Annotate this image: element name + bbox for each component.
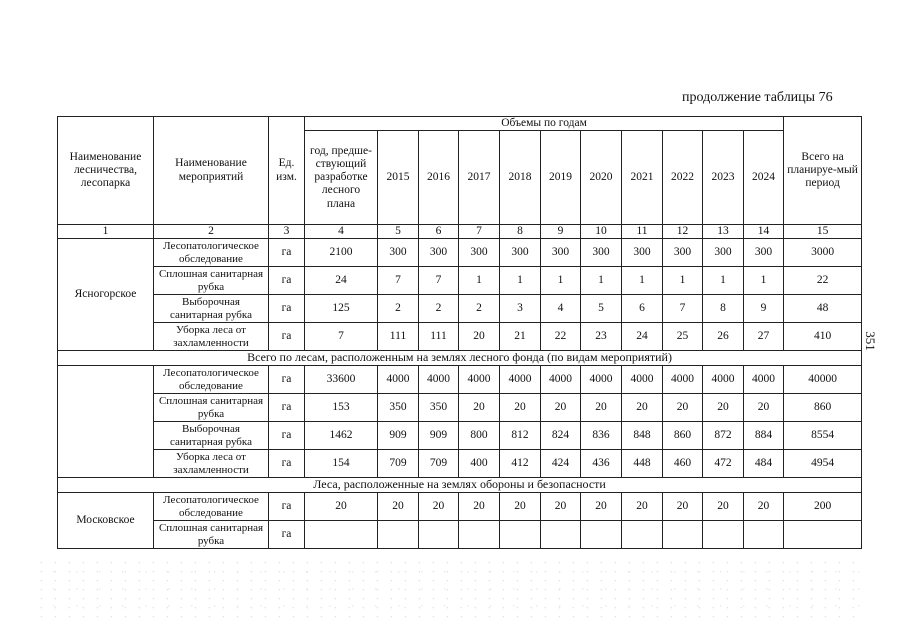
year-value: 7	[378, 267, 419, 295]
year-value: 484	[744, 450, 784, 478]
prev-year-value: 125	[305, 295, 378, 323]
year-value	[459, 521, 500, 549]
table-row	[58, 422, 862, 450]
activity-name: Лесопатологическое обследование	[154, 493, 269, 521]
year-value: 1	[500, 267, 541, 295]
year-value: 20	[744, 493, 784, 521]
year-value: 5	[581, 295, 622, 323]
total-value: 860	[784, 394, 862, 422]
column-number: 13	[703, 225, 744, 239]
year-value: 20	[419, 493, 459, 521]
header-year: 2022	[663, 131, 703, 225]
year-value: 20	[703, 493, 744, 521]
column-number: 11	[622, 225, 663, 239]
year-value: 27	[744, 323, 784, 351]
header-year: 2024	[744, 131, 784, 225]
year-value	[419, 521, 459, 549]
year-value: 436	[581, 450, 622, 478]
header-volumes: Объемы по годам	[305, 117, 784, 131]
year-value: 21	[500, 323, 541, 351]
section-title: Всего по лесам, расположенным на землях лесного фонда (по видам мероприятий)	[58, 351, 862, 366]
year-value: 4000	[703, 366, 744, 394]
year-value: 824	[541, 422, 581, 450]
year-value: 111	[378, 323, 419, 351]
forestry-name: Ясногорское	[58, 239, 154, 351]
year-value	[703, 521, 744, 549]
year-value: 350	[419, 394, 459, 422]
unit-cell: га	[269, 323, 305, 351]
year-value: 7	[419, 267, 459, 295]
year-value: 7	[663, 295, 703, 323]
unit-cell: га	[269, 450, 305, 478]
year-value: 4000	[541, 366, 581, 394]
year-value: 20	[703, 394, 744, 422]
table-row	[58, 366, 862, 394]
year-value: 20	[541, 394, 581, 422]
prev-year-value: 2100	[305, 239, 378, 267]
year-value	[581, 521, 622, 549]
year-value: 300	[703, 239, 744, 267]
year-value: 20	[541, 493, 581, 521]
table-row	[58, 394, 862, 422]
year-value: 4000	[622, 366, 663, 394]
header-year: 2019	[541, 131, 581, 225]
column-number: 4	[305, 225, 378, 239]
prev-year-value: 153	[305, 394, 378, 422]
prev-year-value: 24	[305, 267, 378, 295]
table-row	[58, 450, 862, 478]
year-value	[541, 521, 581, 549]
year-value: 300	[459, 239, 500, 267]
table-row	[58, 239, 862, 267]
activity-name: Сплошная санитарная рубка	[154, 521, 269, 549]
year-value: 22	[541, 323, 581, 351]
header-year: 2017	[459, 131, 500, 225]
table-row	[58, 493, 862, 521]
year-value: 20	[744, 394, 784, 422]
year-value: 6	[622, 295, 663, 323]
year-value: 20	[663, 394, 703, 422]
column-number: 14	[744, 225, 784, 239]
table-caption: продолжение таблицы 76	[682, 90, 833, 105]
unit-cell: га	[269, 493, 305, 521]
activity-name: Сплошная санитарная рубка	[154, 267, 269, 295]
year-value: 1	[622, 267, 663, 295]
year-value: 4000	[744, 366, 784, 394]
year-value: 4000	[378, 366, 419, 394]
year-value: 709	[378, 450, 419, 478]
year-value	[663, 521, 703, 549]
year-value: 412	[500, 450, 541, 478]
year-value: 20	[581, 394, 622, 422]
header-year: 2015	[378, 131, 419, 225]
year-value: 24	[622, 323, 663, 351]
total-value: 40000	[784, 366, 862, 394]
year-value: 2	[378, 295, 419, 323]
year-value: 9	[744, 295, 784, 323]
year-value: 20	[500, 493, 541, 521]
year-value: 20	[459, 323, 500, 351]
year-value: 20	[459, 394, 500, 422]
header-prev-year: год, предше-ствующий разработке лесного плана	[305, 131, 378, 225]
column-number: 5	[378, 225, 419, 239]
data-table	[57, 116, 862, 549]
unit-cell: га	[269, 295, 305, 323]
year-value: 709	[419, 450, 459, 478]
section-row	[58, 478, 862, 493]
year-value: 1	[581, 267, 622, 295]
year-value: 300	[419, 239, 459, 267]
year-value: 1	[703, 267, 744, 295]
year-value: 4000	[419, 366, 459, 394]
year-value: 20	[500, 394, 541, 422]
header-total: Всего на планируе-мый период	[784, 117, 862, 225]
header-forestry: Наименование лесничества, лесопарка	[58, 117, 154, 225]
year-value: 460	[663, 450, 703, 478]
activity-name: Уборка леса от захламленности	[154, 323, 269, 351]
section-title: Леса, расположенные на землях обороны и безопасности	[58, 478, 862, 493]
column-number: 7	[459, 225, 500, 239]
activity-name: Лесопатологическое обследование	[154, 366, 269, 394]
header-year: 2021	[622, 131, 663, 225]
year-value: 812	[500, 422, 541, 450]
year-value	[378, 521, 419, 549]
column-number: 6	[419, 225, 459, 239]
table-row	[58, 323, 862, 351]
year-value: 860	[663, 422, 703, 450]
year-value: 20	[378, 493, 419, 521]
unit-cell: га	[269, 521, 305, 549]
prev-year-value: 7	[305, 323, 378, 351]
year-value: 350	[378, 394, 419, 422]
year-value: 472	[703, 450, 744, 478]
column-number: 2	[154, 225, 269, 239]
section-row	[58, 351, 862, 366]
year-value: 872	[703, 422, 744, 450]
unit-cell: га	[269, 366, 305, 394]
year-value: 1	[541, 267, 581, 295]
column-number: 8	[500, 225, 541, 239]
year-value: 111	[419, 323, 459, 351]
year-value: 4	[541, 295, 581, 323]
year-value: 300	[541, 239, 581, 267]
year-value: 20	[459, 493, 500, 521]
year-value: 4000	[500, 366, 541, 394]
column-number: 3	[269, 225, 305, 239]
page-number: 351	[862, 331, 878, 351]
prev-year-value: 154	[305, 450, 378, 478]
total-value: 410	[784, 323, 862, 351]
year-value: 3	[500, 295, 541, 323]
year-value: 4000	[581, 366, 622, 394]
table-row	[58, 521, 862, 549]
year-value: 300	[500, 239, 541, 267]
year-value: 836	[581, 422, 622, 450]
activity-name: Уборка леса от захламленности	[154, 450, 269, 478]
header-activity: Наименование мероприятий	[154, 117, 269, 225]
year-value: 1	[744, 267, 784, 295]
year-value	[622, 521, 663, 549]
year-value: 20	[622, 394, 663, 422]
year-value: 8	[703, 295, 744, 323]
year-value: 1	[663, 267, 703, 295]
activity-name: Выборочная санитарная рубка	[154, 295, 269, 323]
year-value: 20	[622, 493, 663, 521]
prev-year-value: 1462	[305, 422, 378, 450]
year-value: 300	[378, 239, 419, 267]
unit-cell: га	[269, 422, 305, 450]
total-value: 200	[784, 493, 862, 521]
year-value: 2	[459, 295, 500, 323]
year-value: 1	[459, 267, 500, 295]
year-value: 400	[459, 450, 500, 478]
prev-year-value	[305, 521, 378, 549]
forestry-name	[58, 366, 154, 478]
table-row	[58, 267, 862, 295]
year-value: 884	[744, 422, 784, 450]
header-year: 2023	[703, 131, 744, 225]
year-value: 20	[581, 493, 622, 521]
year-value: 300	[581, 239, 622, 267]
column-number: 12	[663, 225, 703, 239]
year-value	[744, 521, 784, 549]
year-value: 20	[663, 493, 703, 521]
column-number: 15	[784, 225, 862, 239]
unit-cell: га	[269, 394, 305, 422]
year-value: 909	[419, 422, 459, 450]
year-value: 300	[663, 239, 703, 267]
year-value: 800	[459, 422, 500, 450]
year-value: 424	[541, 450, 581, 478]
year-value: 4000	[459, 366, 500, 394]
year-value: 848	[622, 422, 663, 450]
total-value: 48	[784, 295, 862, 323]
year-value: 448	[622, 450, 663, 478]
header-year: 2018	[500, 131, 541, 225]
column-number: 10	[581, 225, 622, 239]
total-value: 4954	[784, 450, 862, 478]
activity-name: Выборочная санитарная рубка	[154, 422, 269, 450]
forestry-name: Московское	[58, 493, 154, 549]
activity-name: Лесопатологическое обследование	[154, 239, 269, 267]
year-value: 909	[378, 422, 419, 450]
table-row	[58, 295, 862, 323]
year-value: 300	[622, 239, 663, 267]
header-year: 2016	[419, 131, 459, 225]
header-unit: Ед. изм.	[269, 117, 305, 225]
year-value: 23	[581, 323, 622, 351]
year-value: 25	[663, 323, 703, 351]
year-value	[500, 521, 541, 549]
column-number: 1	[58, 225, 154, 239]
total-value: 22	[784, 267, 862, 295]
scan-noise	[40, 560, 860, 620]
column-number: 9	[541, 225, 581, 239]
header-year: 2020	[581, 131, 622, 225]
unit-cell: га	[269, 239, 305, 267]
prev-year-value: 20	[305, 493, 378, 521]
year-value: 4000	[663, 366, 703, 394]
year-value: 2	[419, 295, 459, 323]
activity-name: Сплошная санитарная рубка	[154, 394, 269, 422]
total-value	[784, 521, 862, 549]
year-value: 300	[744, 239, 784, 267]
total-value: 3000	[784, 239, 862, 267]
prev-year-value: 33600	[305, 366, 378, 394]
total-value: 8554	[784, 422, 862, 450]
year-value: 26	[703, 323, 744, 351]
unit-cell: га	[269, 267, 305, 295]
